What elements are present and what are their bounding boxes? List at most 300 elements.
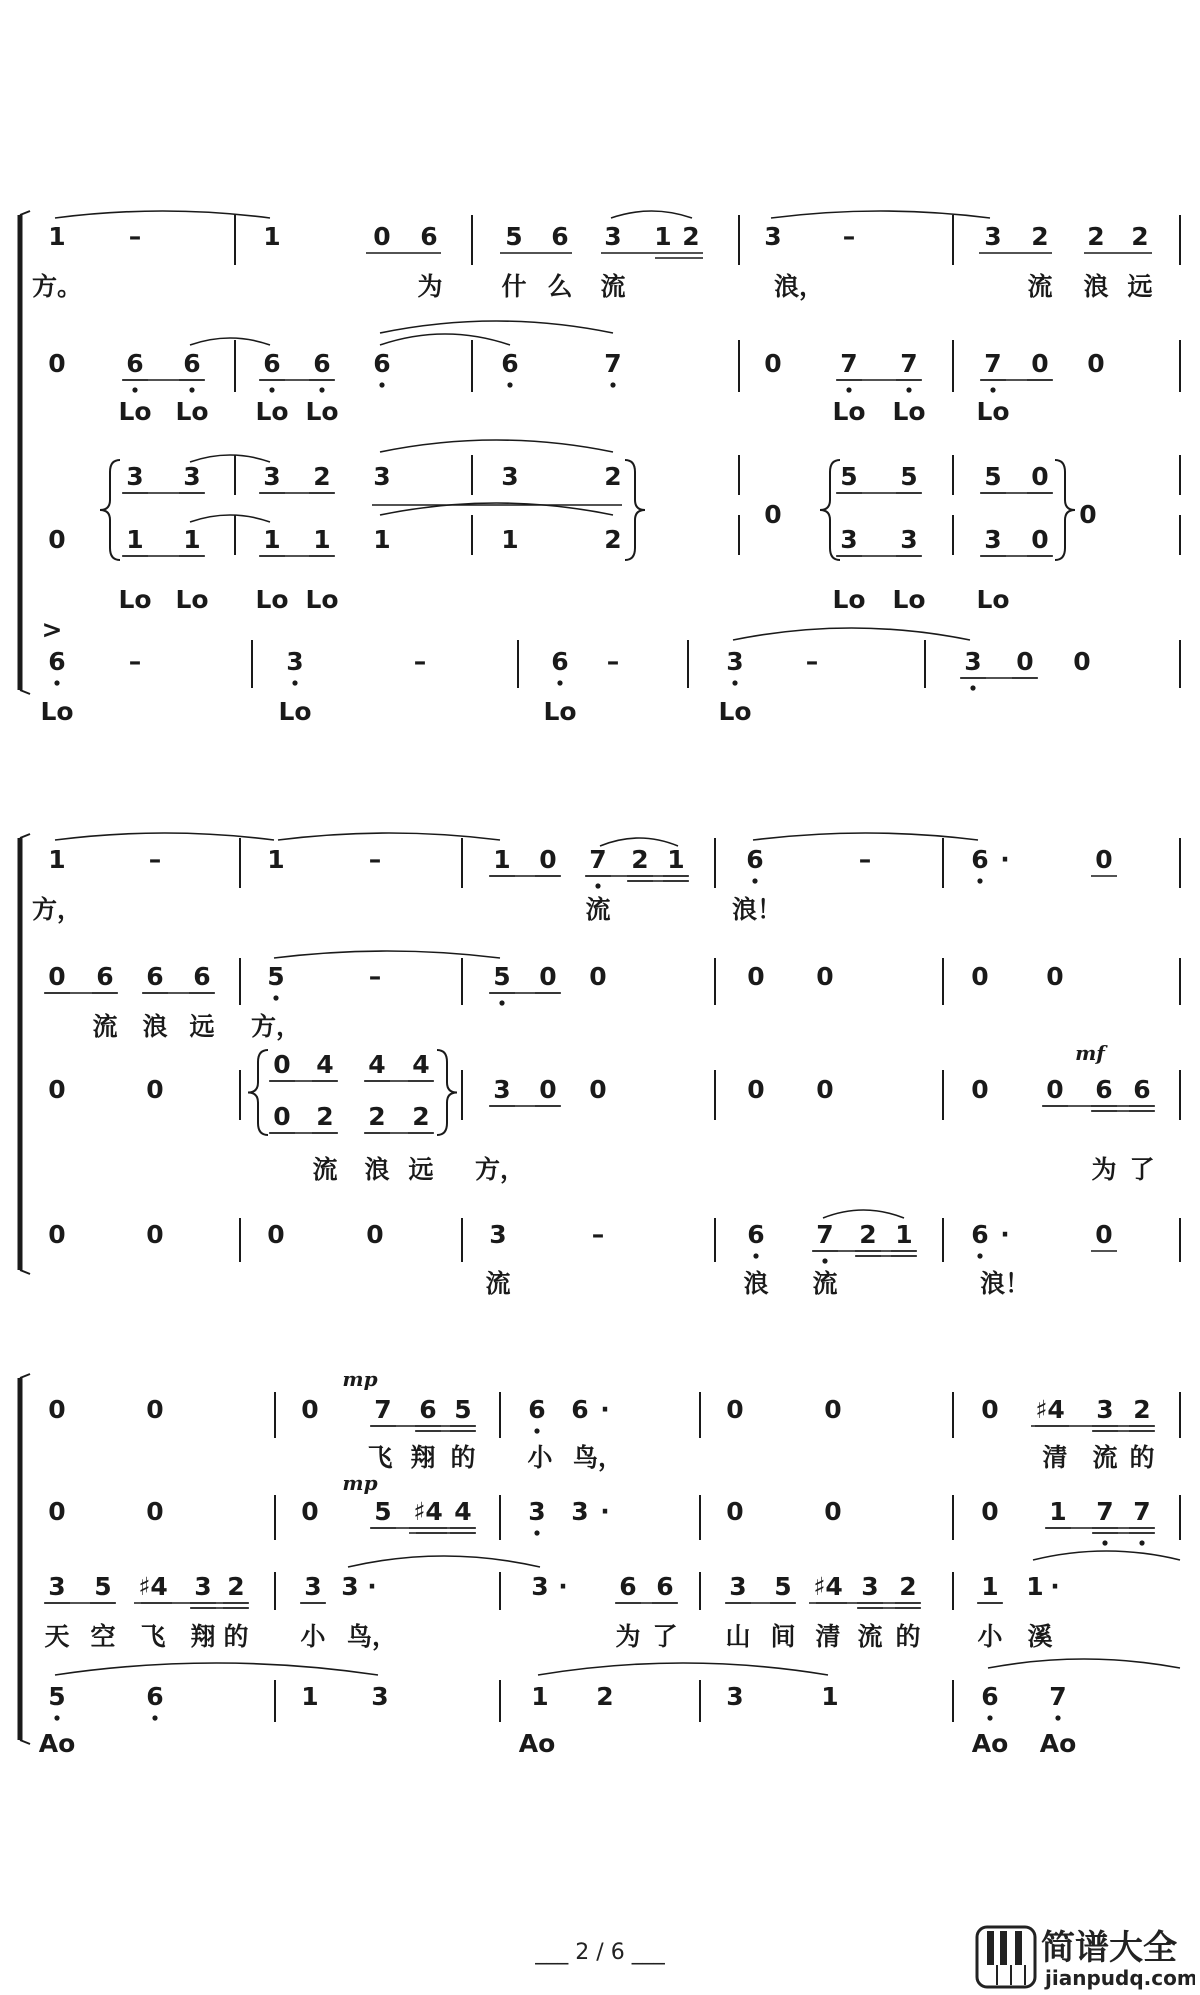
s1-staff4-note: 3	[964, 647, 982, 676]
s1-staff4-note: –	[128, 647, 142, 676]
s2-staff1-note: –	[148, 845, 162, 874]
s2-staff4-note: 6	[747, 1220, 765, 1249]
logo-url: jianpudq.com	[1045, 1966, 1195, 1990]
s1-staff3-lyric: Lo	[305, 585, 339, 614]
s1-staff4-lyric: Lo	[543, 697, 577, 726]
s1-staff4-note: –	[606, 647, 620, 676]
s3-staff4-note: 1	[301, 1682, 319, 1711]
s2-staff1-octave-dot-below	[595, 883, 600, 888]
s1-staff2-lyric: Lo	[118, 397, 152, 426]
s1-staff3-lyric: Lo	[175, 585, 209, 614]
s3-staff1-note: ·	[600, 1395, 610, 1424]
s1-staff1-lyric: 么	[547, 272, 573, 301]
s3-staff4-lyric: Ao	[1039, 1729, 1077, 1758]
s3-staff1-note: 0	[726, 1395, 744, 1424]
s1-staff3-brace-right	[625, 460, 645, 560]
s1-staff3-lower-note: 0	[1031, 525, 1049, 554]
s3-staff3-lyric: 小	[977, 1622, 1003, 1651]
s3-staff3-lyric: 流	[857, 1622, 883, 1651]
s2-staff4-note: 1	[895, 1220, 913, 1249]
s3-staff3-note: 3	[729, 1572, 747, 1601]
s3-staff4-note: 1	[821, 1682, 839, 1711]
s2-staff1-note: 6	[746, 845, 764, 874]
s1-staff1-note: 0	[373, 222, 391, 251]
s1-staff3-brace-left	[820, 460, 840, 560]
s3-staff4-lyric: Ao	[518, 1729, 556, 1758]
s2-staff3-brace-right	[437, 1050, 457, 1135]
s2-staff4-note: 0	[1095, 1220, 1113, 1249]
s2-staff4-note: 0	[267, 1220, 285, 1249]
s3-staff3-lyric: 飞	[140, 1622, 166, 1651]
s2-staff2-lyric: 流	[92, 1012, 118, 1041]
s1-staff4-note: –	[805, 647, 819, 676]
s1-staff2-note: 6	[313, 349, 331, 378]
s2-staff3-note: 6	[1133, 1075, 1151, 1104]
s1-staff3-slur	[380, 440, 613, 452]
s3-staff1-note: 0	[48, 1395, 66, 1424]
s3-staff3-note: 2	[227, 1572, 245, 1601]
s3-staff2-note: 0	[824, 1497, 842, 1526]
s3-staff3-lyric: 的	[223, 1622, 249, 1651]
s3-staff1-lyric: 流	[1092, 1443, 1118, 1472]
s1-staff1-lyric: 远	[1127, 272, 1153, 301]
s1-staff3-note: 0	[764, 500, 782, 529]
s3-staff3-lyric: 清	[815, 1622, 841, 1651]
s3-staff2-dynamic-mp: mp	[342, 1471, 378, 1495]
s3-staff4-note: 7	[1049, 1682, 1067, 1711]
s1-staff2-octave-dot-below	[189, 387, 194, 392]
s1-staff1-note: 2	[1087, 222, 1105, 251]
s2-staff3-lower-note: 2	[316, 1102, 334, 1131]
s3-staff3-note: 3	[48, 1572, 66, 1601]
s1-staff4-lyric: Lo	[278, 697, 312, 726]
s3-staff3-note: 3	[194, 1572, 212, 1601]
s2-staff4-note: 2	[859, 1220, 877, 1249]
s3-staff4-octave-dot-below	[987, 1715, 992, 1720]
s1-staff2-note: 6	[183, 349, 201, 378]
s1-staff2-octave-dot-below	[132, 387, 137, 392]
s1-staff1-note: 2	[1031, 222, 1049, 251]
s1-staff2-note: 7	[604, 349, 622, 378]
s1-staff3-lower-note: 2	[604, 525, 622, 554]
s1-staff4-lyric: Lo	[40, 697, 74, 726]
s2-staff4-lyric: 流	[485, 1269, 511, 1298]
s1-staff4-slur	[733, 628, 970, 640]
s1-staff3-lyric: Lo	[118, 585, 152, 614]
s1-staff3-slur	[190, 455, 270, 462]
s2-staff4-note: 7	[816, 1220, 834, 1249]
s3-staff4-note: 5	[48, 1682, 66, 1711]
s3-staff2-octave-dot-below	[1139, 1540, 1144, 1545]
s2-staff3-note: 0	[971, 1075, 989, 1104]
s2-staff3-lower-note: 2	[368, 1102, 386, 1131]
s2-staff3-lower-note: 0	[273, 1102, 291, 1131]
s1-staff3-upper-note: 3	[183, 462, 201, 491]
s3-staff4-slur	[988, 1659, 1180, 1668]
s1-staff2-note: 7	[984, 349, 1002, 378]
s1-staff2-octave-dot-below	[379, 382, 384, 387]
s2-staff1-octave-dot-below	[977, 878, 982, 883]
s2-staff1-note: 1	[667, 845, 685, 874]
s2-staff1-slur	[278, 833, 500, 840]
s3-staff1-note: 6	[571, 1395, 589, 1424]
s3-staff3-note: 3	[304, 1572, 322, 1601]
s2-staff4-note: 3	[489, 1220, 507, 1249]
page-indicator-left-rule: ___	[535, 1940, 569, 1965]
s2-staff3-lyric: 了	[1129, 1155, 1155, 1184]
s2-staff3-note: 0	[146, 1075, 164, 1104]
s1-staff3-lower-note: 1	[183, 525, 201, 554]
s1-staff4-octave-dot-below	[292, 680, 297, 685]
page-indicator-text: 2 / 6	[575, 1940, 625, 1965]
s2-staff2-note: 0	[1046, 962, 1064, 991]
s1-staff2-note: 0	[48, 349, 66, 378]
s1-staff4-octave-dot-below	[557, 680, 562, 685]
s3-staff2-note: 3	[528, 1497, 546, 1526]
s3-staff3-lyric: 为	[615, 1622, 641, 1651]
s1-staff1-note: 5	[505, 222, 523, 251]
logo-title: 简谱大全	[1041, 1928, 1177, 1968]
s3-staff2-note: 7	[1133, 1497, 1151, 1526]
s2-staff3-note: 0	[48, 1075, 66, 1104]
s1-staff2-note: 7	[840, 349, 858, 378]
s1-staff2-slur	[380, 334, 510, 345]
s1-staff3-lower-note: 1	[313, 525, 331, 554]
s1-staff3-lower-note: 3	[984, 525, 1002, 554]
s1-staff3-note: 0	[48, 525, 66, 554]
s1-staff2-lyric: Lo	[305, 397, 339, 426]
s3-staff2-note: 5	[374, 1497, 392, 1526]
s1-staff1-lyric: 流	[600, 272, 626, 301]
s1-staff2-lyric: Lo	[832, 397, 866, 426]
s2-staff4-note: ·	[1000, 1220, 1010, 1249]
s1-staff3-upper-note: 3	[373, 462, 391, 491]
s2-staff3-note: 6	[1095, 1075, 1113, 1104]
s2-staff4-lyric: 浪	[743, 1269, 769, 1298]
s1-staff1-lyric: 什	[501, 272, 527, 301]
s1-staff4-octave-dot-below	[970, 685, 975, 690]
s2-staff2-note: 5	[493, 962, 511, 991]
s2-staff1-note: 2	[631, 845, 649, 874]
s1-staff1-note: 2	[682, 222, 700, 251]
s2-staff4-octave-dot-below	[822, 1258, 827, 1263]
s1-staff1-note: 1	[48, 222, 66, 251]
s1-staff3-lower-note: 1	[126, 525, 144, 554]
s1-staff3-lyric: Lo	[892, 585, 926, 614]
s3-staff3-lyric: 间	[770, 1622, 796, 1651]
s3-staff1-dynamic-mp: mp	[342, 1367, 378, 1391]
s2-staff3-note: 0	[747, 1075, 765, 1104]
s1-staff2-octave-dot-below	[319, 387, 324, 392]
s3-staff4-lyric: Ao	[38, 1729, 76, 1758]
s2-staff2-lyric: 远	[189, 1012, 215, 1041]
s2-staff1-slur	[753, 833, 978, 840]
s2-staff1-octave-dot-below	[752, 878, 757, 883]
s3-staff3-lyric: 翔	[190, 1622, 216, 1651]
s2-staff4-lyric: 流	[812, 1269, 838, 1298]
s2-staff3-note: 0	[816, 1075, 834, 1104]
s1-staff1-lyric: 浪	[1083, 272, 1109, 301]
s1-staff2-octave-dot-below	[269, 387, 274, 392]
s3-staff2-octave-dot-below	[1102, 1540, 1107, 1545]
page-indicator-right-rule: ___	[631, 1940, 665, 1965]
s1-staff4-note: 3	[286, 647, 304, 676]
s2-staff2-note: 0	[589, 962, 607, 991]
s3-staff3-note: ·	[1050, 1572, 1060, 1601]
s3-staff3-lyric: 山	[725, 1622, 751, 1651]
s3-staff1-lyric: 小	[527, 1443, 553, 1472]
s1-staff3-upper-note: 0	[1031, 462, 1049, 491]
s3-staff4-note: 1	[531, 1682, 549, 1711]
s2-staff3-lyric: 浪	[364, 1155, 390, 1184]
s2-staff1-note: 7	[589, 845, 607, 874]
s2-staff3-note: 0	[1046, 1075, 1064, 1104]
s2-staff2-octave-dot-below	[273, 995, 278, 1000]
s2-staff4-note: 0	[146, 1220, 164, 1249]
s2-staff1-note: 0	[539, 845, 557, 874]
s3-staff1-note: 6	[419, 1395, 437, 1424]
s2-staff1-note: –	[858, 845, 872, 874]
s2-staff4-slur	[823, 1210, 904, 1218]
s2-staff3-lyric: 流	[312, 1155, 338, 1184]
s2-staff3-upper-note: 4	[412, 1050, 430, 1079]
s2-staff4-octave-dot-below	[753, 1253, 758, 1258]
s1-staff3-brace-left	[100, 460, 120, 560]
s2-staff4-note: 6	[971, 1220, 989, 1249]
s2-staff3-lyric: 远	[408, 1155, 434, 1184]
s3-staff2-note: 0	[48, 1497, 66, 1526]
s1-staff2-octave-dot-below	[990, 387, 995, 392]
s3-staff4-note: 3	[371, 1682, 389, 1711]
s3-staff1-note: 6	[528, 1395, 546, 1424]
s2-staff1-lyric: 方，	[31, 895, 83, 924]
s1-staff1-slur	[611, 211, 692, 218]
s1-staff4-note: 6	[551, 647, 569, 676]
s1-staff1-note: 6	[551, 222, 569, 251]
s1-staff2-lyric: Lo	[175, 397, 209, 426]
s1-staff3-lower-note: 1	[373, 525, 391, 554]
s1-staff3-lower-note: 3	[900, 525, 918, 554]
s1-staff3-upper-note: 5	[840, 462, 858, 491]
s2-staff3-brace-left	[248, 1050, 268, 1135]
s3-staff4-octave-dot-below	[54, 1715, 59, 1720]
s1-staff3-lower-note: 1	[263, 525, 281, 554]
s1-staff3-upper-note: 3	[263, 462, 281, 491]
s1-staff2-octave-dot-below	[507, 382, 512, 387]
s2-staff2-note: 0	[48, 962, 66, 991]
s1-staff3-upper-note: 3	[126, 462, 144, 491]
s2-staff1-note: 1	[267, 845, 285, 874]
s2-staff4-note: 0	[48, 1220, 66, 1249]
s1-staff3-slur	[190, 515, 270, 522]
s1-staff2-note: 6	[126, 349, 144, 378]
s3-staff4-note: 3	[726, 1682, 744, 1711]
s3-staff2-note: 4	[454, 1497, 472, 1526]
s1-staff1-note: –	[842, 222, 856, 251]
s3-staff3-note: ♯4	[813, 1572, 843, 1601]
s2-staff2-note: 0	[539, 962, 557, 991]
s1-staff3-lyric: Lo	[976, 585, 1010, 614]
s2-staff3-upper-note: 4	[368, 1050, 386, 1079]
s2-staff2-note: 6	[96, 962, 114, 991]
s2-staff1-note: 1	[48, 845, 66, 874]
s1-staff2-note: 7	[900, 349, 918, 378]
s1-staff2-note: 6	[263, 349, 281, 378]
s1-staff1-note: 2	[1131, 222, 1149, 251]
s1-staff2-octave-dot-below	[610, 382, 615, 387]
s2-staff2-note: 5	[267, 962, 285, 991]
s3-staff4-slur	[538, 1663, 828, 1675]
s3-staff1-note: 0	[146, 1395, 164, 1424]
s2-staff1-note: 0	[1095, 845, 1113, 874]
s3-staff2-octave-dot-below	[534, 1530, 539, 1535]
s2-staff4-lyric: 浪！	[979, 1269, 1031, 1298]
system-1-bracket	[20, 211, 30, 215]
s2-staff1-note: ·	[1000, 845, 1010, 874]
system-3-bracket	[20, 1740, 30, 1744]
s2-staff3-upper-note: 0	[273, 1050, 291, 1079]
s1-staff1-lyric: 方。	[31, 272, 83, 301]
system-2-bracket	[20, 834, 30, 838]
s1-staff3-upper-note: 3	[501, 462, 519, 491]
s2-staff3-dynamic-mf: mf	[1075, 1041, 1105, 1065]
s3-staff4-slur	[55, 1663, 378, 1675]
s1-staff2-note: 0	[764, 349, 782, 378]
s2-staff4-note: –	[591, 1220, 605, 1249]
s3-staff1-lyric: 的	[450, 1443, 476, 1472]
s1-staff3-lower-note: 3	[840, 525, 858, 554]
s1-staff3-upper-note: 2	[604, 462, 622, 491]
s2-staff2-note: 0	[971, 962, 989, 991]
s1-staff3-lower-note: 1	[501, 525, 519, 554]
s2-staff1-note: 1	[493, 845, 511, 874]
s1-staff1-lyric: 浪，	[773, 272, 825, 301]
s2-staff1-note: –	[368, 845, 382, 874]
s3-staff3-lyric: 天	[44, 1622, 70, 1651]
s2-staff2-note: 0	[816, 962, 834, 991]
s2-staff3-note: 0	[539, 1075, 557, 1104]
s3-staff2-note: ♯4	[413, 1497, 443, 1526]
s1-staff3-upper-note: 5	[984, 462, 1002, 491]
s2-staff3-upper-note: 4	[316, 1050, 334, 1079]
s3-staff3-lyric: 溪	[1027, 1622, 1053, 1651]
s3-staff1-note: 3	[1096, 1395, 1114, 1424]
s3-staff3-note: 6	[656, 1572, 674, 1601]
s3-staff1-note: 7	[374, 1395, 392, 1424]
s2-staff2-note: 0	[747, 962, 765, 991]
s2-staff1-note: 6	[971, 845, 989, 874]
s2-staff2-lyric: 浪	[142, 1012, 168, 1041]
s1-staff2-note: 6	[501, 349, 519, 378]
s3-staff2-note: 0	[726, 1497, 744, 1526]
s3-staff3-note: 1	[981, 1572, 999, 1601]
s1-staff1-note: 1	[654, 222, 672, 251]
s3-staff4-lyric: Ao	[971, 1729, 1009, 1758]
s3-staff1-note: 5	[454, 1395, 472, 1424]
s1-staff3-brace-right	[1055, 460, 1075, 560]
s1-staff1-lyric: 为	[417, 272, 443, 301]
s2-staff1-lyric: 流	[585, 895, 611, 924]
s1-staff3-lyric: Lo	[255, 585, 289, 614]
s2-staff1-lyric: 浪！	[731, 895, 783, 924]
s2-staff2-octave-dot-below	[499, 1000, 504, 1005]
s1-staff2-octave-dot-below	[846, 387, 851, 392]
s3-staff1-lyric: 清	[1042, 1443, 1068, 1472]
s2-staff2-note: 6	[193, 962, 211, 991]
s2-staff1-slur	[55, 833, 274, 840]
s3-staff3-lyric: 的	[895, 1622, 921, 1651]
s1-staff3-note: 0	[1079, 500, 1097, 529]
s3-staff3-note: 2	[899, 1572, 917, 1601]
system-1-bracket	[20, 690, 30, 694]
s3-staff2-note: 3	[571, 1497, 589, 1526]
s2-staff3-lower-note: 2	[412, 1102, 430, 1131]
s1-staff4-lyric: Lo	[718, 697, 752, 726]
s1-staff1-slur	[55, 211, 270, 218]
s3-staff3-note: 5	[94, 1572, 112, 1601]
s3-staff1-note: 0	[981, 1395, 999, 1424]
s2-staff3-lyric: 方，	[474, 1155, 526, 1184]
s3-staff4-note: 6	[146, 1682, 164, 1711]
s1-staff1-note: 6	[420, 222, 438, 251]
s1-staff2-note: 0	[1087, 349, 1105, 378]
s3-staff3-lyric: 空	[90, 1622, 116, 1651]
site-logo	[975, 1925, 1195, 1990]
s2-staff2-note: –	[368, 962, 382, 991]
s1-staff3-upper-note: 2	[313, 462, 331, 491]
s1-staff2-note: 0	[1031, 349, 1049, 378]
s1-staff2-lyric: Lo	[976, 397, 1010, 426]
s3-staff4-note: 6	[981, 1682, 999, 1711]
s1-staff4-note: 3	[726, 647, 744, 676]
s3-staff1-octave-dot-below	[534, 1428, 539, 1433]
s3-staff3-note: 3	[861, 1572, 879, 1601]
s1-staff4-note: 0	[1073, 647, 1091, 676]
s3-staff1-note: 2	[1133, 1395, 1151, 1424]
s2-staff3-lyric: 为	[1091, 1155, 1117, 1184]
s3-staff2-note: 0	[981, 1497, 999, 1526]
s3-staff2-note: 0	[301, 1497, 319, 1526]
s1-staff1-note: 1	[263, 222, 281, 251]
s1-staff4-note: –	[413, 647, 427, 676]
s3-staff1-note: 0	[301, 1395, 319, 1424]
s3-staff1-lyric: 飞	[367, 1443, 393, 1472]
s3-staff3-slur	[1033, 1551, 1180, 1560]
s2-staff3-note: 3	[493, 1075, 511, 1104]
s1-staff2-note: 6	[373, 349, 391, 378]
s1-staff1-note: 3	[764, 222, 782, 251]
s1-staff3-lyric: Lo	[832, 585, 866, 614]
s3-staff4-octave-dot-below	[1055, 1715, 1060, 1720]
s3-staff2-note: 0	[146, 1497, 164, 1526]
s3-staff1-note: ♯4	[1035, 1395, 1065, 1424]
piano-keys-icon	[975, 1925, 1195, 1990]
s3-staff3-lyric: 鸟，	[346, 1622, 398, 1651]
s1-staff3-upper-note: 5	[900, 462, 918, 491]
s3-staff3-note: 5	[774, 1572, 792, 1601]
s3-staff2-note: ·	[600, 1497, 610, 1526]
s2-staff2-lyric: 方，	[250, 1012, 302, 1041]
s1-staff4-octave-dot-below	[54, 680, 59, 685]
s3-staff3-note: ♯4	[138, 1572, 168, 1601]
s1-staff4-note: 6	[48, 647, 66, 676]
s1-staff4-octave-dot-below	[732, 680, 737, 685]
s3-staff1-lyric: 的	[1129, 1443, 1155, 1472]
s3-staff3-note: 3	[531, 1572, 549, 1601]
s1-staff2-octave-dot-below	[906, 387, 911, 392]
s3-staff4-octave-dot-below	[152, 1715, 157, 1720]
s2-staff4-octave-dot-below	[977, 1253, 982, 1258]
